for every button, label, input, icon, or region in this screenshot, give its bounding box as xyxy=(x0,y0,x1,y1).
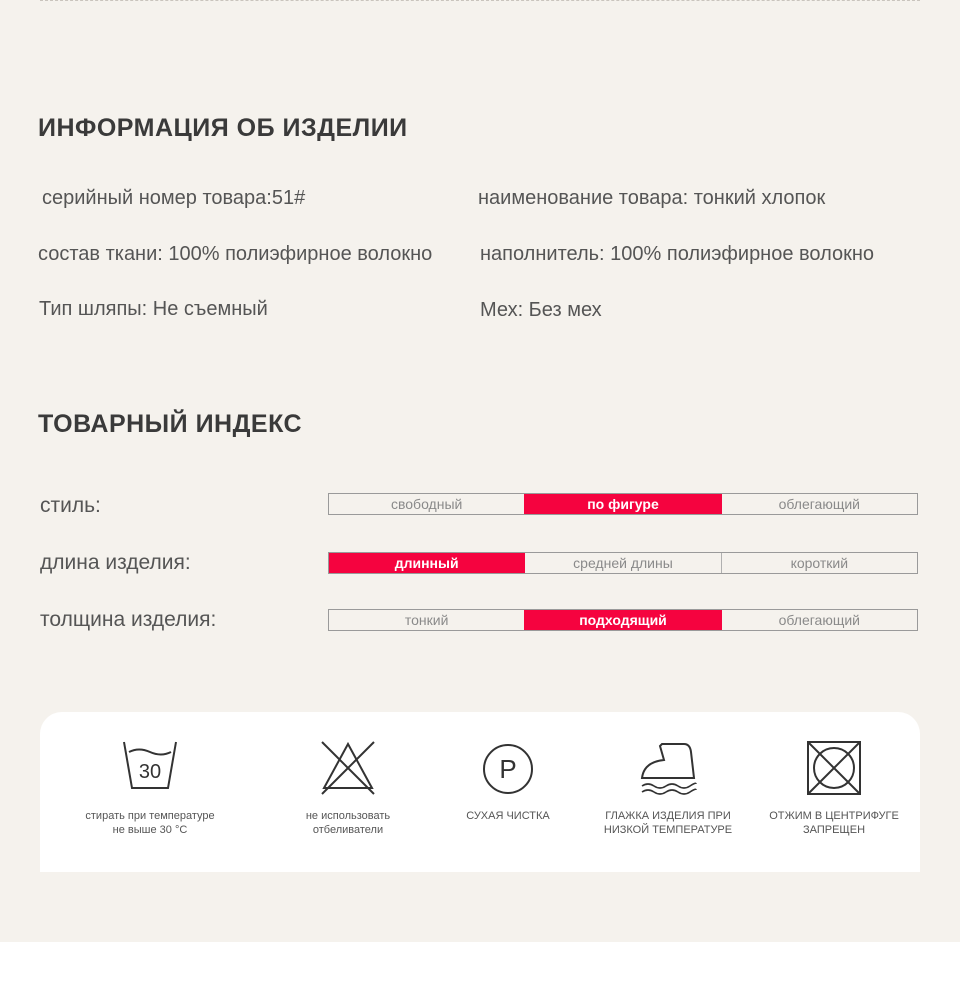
index-scale-style xyxy=(328,493,918,515)
care-label-no-spin: ОТЖИМ В ЦЕНТРИФУГЕ ЗАПРЕЩЕН xyxy=(769,810,899,836)
index-option: по фигуре xyxy=(524,494,720,514)
info-product-name: наименование товара: тонкий хлопок xyxy=(478,187,826,209)
info-hat-type: Тип шляпы: Не съемный xyxy=(39,298,268,320)
no-bleach-icon xyxy=(318,738,378,798)
index-option: облегающий xyxy=(721,494,917,514)
wash-temp-text: 30 xyxy=(138,761,162,783)
care-item-iron xyxy=(580,712,756,872)
care-label-iron: ГЛАЖКА ИЗДЕЛИЯ ПРИ НИЗКОЙ ТЕМПЕРАТУРЕ xyxy=(603,810,733,836)
index-label-length: длина изделия: xyxy=(40,551,191,574)
iron-low-icon xyxy=(638,738,698,798)
product-index-title: ТОВАРНЫЙ ИНДЕКС xyxy=(38,410,303,438)
index-scale-thickness xyxy=(328,609,918,631)
index-option: средней длины xyxy=(524,553,720,573)
info-fabric: состав ткани: 100% полиэфирное волокно xyxy=(38,243,433,265)
product-info-title: ИНФОРМАЦИЯ ОБ ИЗДЕЛИИ xyxy=(38,114,408,142)
care-item-dry-clean xyxy=(420,712,596,872)
care-label-wash: стирать при температуре не выше 30 °C xyxy=(85,810,215,836)
care-label-dry-clean: СУХАЯ ЧИСТКА xyxy=(466,810,550,822)
index-scale-length xyxy=(328,552,918,574)
info-fur: Мех: Без мех xyxy=(480,299,602,321)
index-option: длинный xyxy=(329,553,524,573)
no-tumble-dry-icon xyxy=(804,738,864,798)
care-item-wash xyxy=(62,712,238,872)
care-label-no-bleach: не использовать отбеливатели xyxy=(305,810,391,836)
info-filler: наполнитель: 100% полиэфирное волокно xyxy=(480,243,875,265)
care-item-no-spin xyxy=(746,712,922,872)
index-label-style: стиль: xyxy=(40,494,101,517)
dry-clean-letter: P xyxy=(499,754,517,784)
care-instructions-card xyxy=(40,712,920,872)
wash-30-icon xyxy=(120,738,180,798)
care-item-no-bleach xyxy=(260,712,436,872)
top-divider xyxy=(40,0,920,1)
index-option: подходящий xyxy=(524,610,720,630)
index-label-thickness: толщина изделия: xyxy=(40,608,217,631)
index-option: свободный xyxy=(390,496,463,512)
index-option: короткий xyxy=(721,553,917,573)
info-serial-number: серийный номер товара:51# xyxy=(42,187,306,209)
dry-clean-icon xyxy=(478,738,538,798)
index-option: облегающий xyxy=(721,610,917,630)
index-option: тонкий xyxy=(404,612,449,628)
